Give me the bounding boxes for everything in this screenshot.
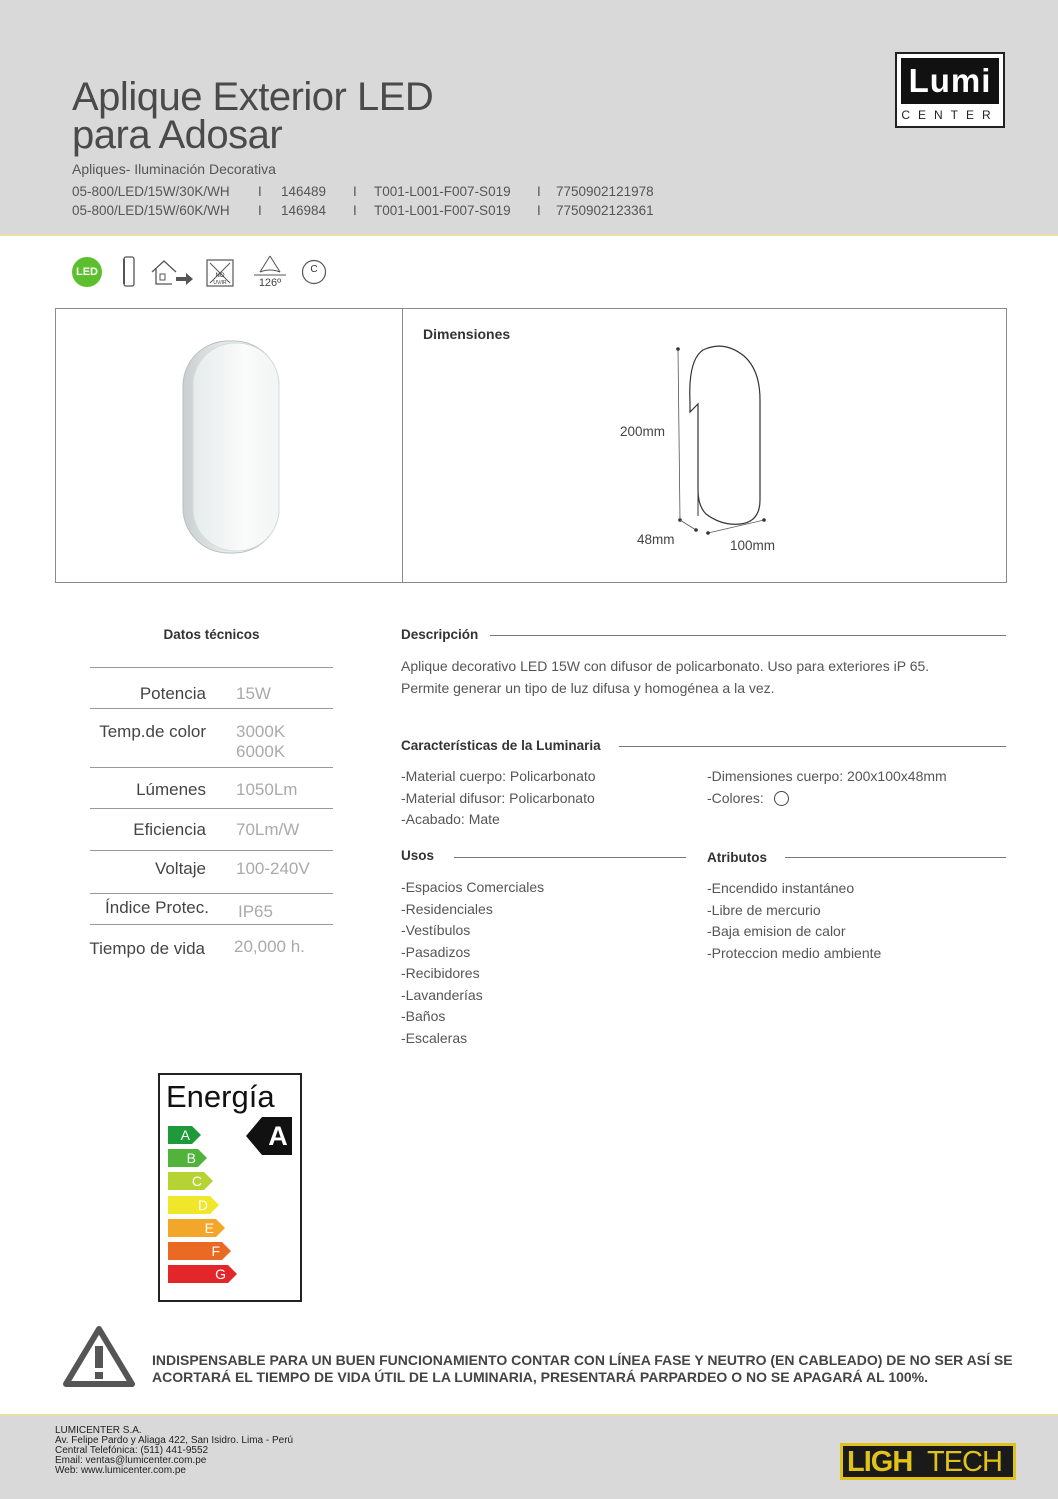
product-code: 146984 (281, 203, 327, 218)
tech-label: Potencia (139, 684, 206, 703)
uso-item: -Vestíbulos (401, 922, 471, 938)
dimensions-title: Dimensiones (423, 326, 511, 342)
separator: I (537, 184, 541, 199)
title-line-1: Aplique Exterior LED (72, 75, 434, 119)
description-line-1: Aplique decorativo LED 15W con difusor de policarbonato. Uso para exteriores iP 65. (401, 658, 930, 674)
energy-class-e (168, 1219, 225, 1237)
model-code: 05-800/LED/15W/30K/WH (72, 184, 230, 199)
energy-class-f (168, 1242, 231, 1260)
tech-value: IP65 (238, 902, 273, 921)
tech-value: 100-240V (236, 859, 310, 878)
logo-subtext: CENTER (901, 108, 999, 122)
atributo-item: -Encendido instantáneo (707, 880, 855, 896)
dimension-drawing (660, 340, 780, 540)
description-text (401, 655, 1001, 699)
logo-wordmark: Lumi (901, 58, 999, 104)
uso-item: -Pasadizos (401, 943, 471, 960)
characteristic-item: -Material cuerpo: Policarbonato (401, 768, 596, 784)
tech-label: Índice Protec. (105, 898, 209, 917)
footer-contact (55, 1426, 293, 1476)
tech-row-tiempo-vida (90, 924, 333, 964)
product-code: 146489 (281, 184, 327, 199)
image-box-divider (402, 309, 403, 582)
warning-line-1: INDISPENSABLE PARA UN BUEN FUNCIONAMIENTO CONTAR CON LÍNEA FASE Y NEUTRO (EN CABLEADO) DE NO SER ASÍ SE (152, 1352, 1013, 1368)
separator: I (258, 203, 262, 218)
tech-label: Lúmenes (136, 780, 206, 799)
footer-phone: Central Telefónica: (511) 441-9552 (55, 1445, 209, 1456)
colors-label: -Colores: (707, 789, 764, 806)
code-row-1 (72, 184, 672, 202)
energy-rating-letter: A (268, 1121, 288, 1151)
title-line-2: para Adosar (72, 113, 283, 157)
energy-title: Energía (166, 1079, 275, 1114)
atributos-title: Atributos (707, 850, 785, 865)
energy-class-letter: C (191, 1173, 202, 1190)
lightech-logo (840, 1443, 1016, 1480)
characteristic-colors (707, 788, 947, 810)
usos-title: Usos (401, 848, 454, 863)
tech-value: 1050Lm (236, 780, 298, 799)
energy-class-letter: G (215, 1266, 226, 1283)
atributos-list (707, 878, 881, 964)
tech-row-indice-protec (90, 893, 333, 924)
footer-web: Web: www.lumicenter.com.pe (55, 1465, 186, 1476)
characteristics-title: Características de la Luminaria (401, 738, 619, 753)
separator: I (258, 184, 262, 199)
tech-data-title: Datos técnicos (163, 627, 260, 642)
separator: I (537, 203, 541, 218)
description-title: Descripción (401, 627, 490, 642)
separator: I (353, 184, 357, 199)
tech-row-eficiencia (90, 808, 333, 850)
characteristic-item: -Material difusor: Policarbonato (401, 789, 595, 806)
product-title (72, 75, 434, 157)
lightech-part-2: TECH (927, 1446, 1002, 1478)
energy-class-g (168, 1265, 237, 1283)
tech-label: Tiempo de vida (89, 939, 205, 958)
tech-row-potencia (90, 667, 333, 708)
tech-label: Eficiencia (133, 820, 206, 839)
atributo-item: -Baja emision de calor (707, 923, 846, 939)
ean-code: 7750902121978 (556, 184, 654, 199)
dimension-depth: 48mm (637, 532, 675, 547)
product-image-box (55, 308, 1007, 583)
wall-mount-icon (122, 256, 136, 288)
uso-item: -Baños (401, 1008, 446, 1024)
warning-text (152, 1352, 1013, 1386)
uso-item: -Residenciales (401, 900, 493, 917)
no-uv-ir-icon (206, 259, 234, 287)
reference-code: T001-L001-F007-S019 (374, 203, 511, 218)
uso-item: -Escaleras (401, 1029, 468, 1046)
energy-class-letter: B (186, 1150, 196, 1167)
description-line-2: Permite generar un tipo de luz difusa y homogénea a la vez. (401, 680, 775, 696)
beam-angle-icon (254, 254, 286, 276)
footer-address: Av. Felipe Pardo y Aliaga 422, San Isidro. Lima - Perú (55, 1435, 294, 1446)
energy-class-letter: D (197, 1196, 208, 1213)
footer-email: Email: ventas@lumicenter.com.pe (55, 1455, 207, 1466)
uso-item: -Lavanderías (401, 986, 483, 1003)
tech-label: Voltaje (154, 859, 206, 878)
tech-value-2: 6000K (236, 742, 286, 761)
ean-code: 7750902123361 (556, 203, 654, 218)
tech-row-voltaje (90, 850, 333, 893)
energy-class-letter: F (211, 1243, 220, 1259)
atributo-item: -Proteccion medio ambiente (707, 944, 882, 961)
led-icon: LED (72, 257, 102, 287)
energy-class-c (168, 1172, 213, 1190)
tech-row-lumenes (90, 767, 333, 808)
characteristic-item: -Dimensiones cuerpo: 200x100x48mm (707, 768, 947, 784)
energy-class-letter: E (204, 1219, 214, 1236)
code-row-2 (72, 203, 672, 221)
warning-icon (63, 1326, 135, 1388)
lightech-part-1: LIGH (847, 1446, 913, 1478)
tech-value: 70Lm/W (236, 820, 300, 839)
product-category: Apliques- Iluminación Decorativa (72, 161, 276, 177)
product-photo (181, 339, 283, 557)
svg-text:NO: NO (215, 273, 225, 279)
feature-icons (72, 254, 352, 294)
separator: I (353, 203, 357, 218)
energy-class-b (168, 1149, 207, 1167)
characteristic-item: -Acabado: Mate (401, 811, 500, 827)
svg-text:UV/IR: UV/IR (213, 280, 227, 286)
dimension-width: 100mm (730, 538, 776, 553)
tech-data-table (90, 667, 333, 964)
outdoor-icon (150, 258, 194, 286)
tech-value: 3000K (236, 722, 286, 741)
energy-label (158, 1073, 302, 1302)
color-swatch-white (774, 791, 789, 806)
warning-line-2: ACORTARÁ EL TIEMPO DE VIDA ÚTIL DE LA LUMINARIA, PRESENTARÁ PARPARDEO O NO SE APAGARÁ AL 100%. (152, 1369, 929, 1385)
dimension-height: 200mm (620, 424, 666, 439)
lumicenter-logo (895, 52, 1005, 128)
energy-class-letter: A (180, 1127, 190, 1143)
atributo-item: -Libre de mercurio (707, 901, 821, 918)
energy-class-d (168, 1196, 219, 1214)
reference-code: T001-L001-F007-S019 (374, 184, 511, 199)
uso-item: -Espacios Comerciales (401, 879, 545, 895)
class-c-label: C (310, 264, 318, 275)
tech-label: Temp.de color (99, 722, 206, 741)
beam-angle-label: 126º (258, 277, 282, 289)
characteristics-list-right (707, 766, 947, 809)
tech-value: 15W (236, 684, 271, 703)
characteristics-list-left (401, 766, 596, 831)
footer-company: LUMICENTER S.A. (55, 1425, 142, 1436)
usos-list (401, 877, 544, 1049)
model-code: 05-800/LED/15W/60K/WH (72, 203, 230, 218)
description-rule (401, 635, 1006, 636)
tech-row-temp-color (90, 708, 333, 767)
energy-class-a (168, 1126, 201, 1144)
uso-item: -Recibidores (401, 965, 480, 981)
tech-value: 20,000 h. (234, 937, 305, 956)
